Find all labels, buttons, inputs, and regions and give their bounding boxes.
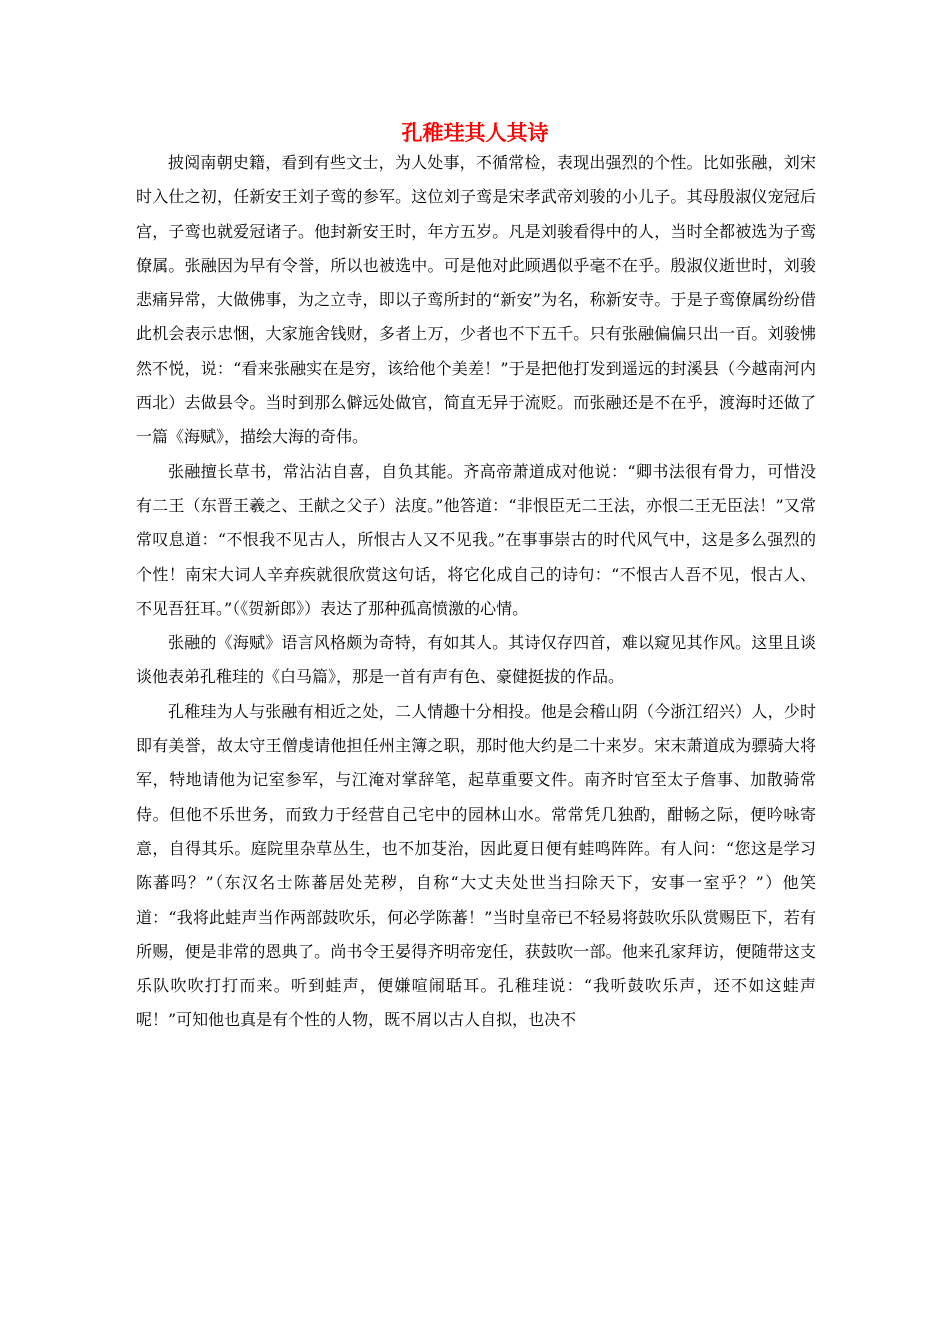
paragraph-2: 张融擅长草书，常沾沾自喜，自负其能。齐高帝萧道成对他说：“卿书法很有骨力，可惜没有二王（东晋王羲之、王献之父子）法度。”他答道：“非恨臣无二王法，亦恨二王无臣法！”又常常叹息道：“不恨我不见古人，所恨古人又不见我。”在事事崇古的时代风气中，这是多么强烈的个性！南宋大词人辛弃疾就很欣赏这句话，将它化成自己的诗句：“不恨古人吾不见，恨古人、不见吾狂耳。”（《贺新郎》）表达了那种孤高愤激的心情。	[136, 461, 816, 618]
paragraph-1: 披阅南朝史籍，看到有些文士，为人处事，不循常检，表现出强烈的个性。比如张融，刘宋时入仕之初，任新安王刘子鸾的参军。这位刘子鸾是宋孝武帝刘骏的小儿子。其母殷淑仪宠冠后宫，子鸾也就爱冠诸子。他封新安王时，年方五岁。凡是刘骏看得中的人，当时全都被选为子鸾僚属。张融因为早有令誉，所以也被选中。可是他对此顾遇似乎毫不在乎。殷淑仪逝世时，刘骏悲痛异常，大做佛事，为之立寺，即以子鸾所封的“新安”为名，称新安寺。于是子鸾僚属纷纷借此机会表示忠悃，大家施舍钱财，多者上万，少者也不下五千。只有张融偏偏只出一百。刘骏怫然不悦，说：“看来张融实在是穷，该给他个美差！”于是把他打发到遥远的封溪县（今越南河内西北）去做县令。当时到那么僻远处做官，简直无异于流贬。而张融还是不在乎，渡海时还做了一篇《海赋》，描绘大海的奇伟。	[136, 153, 816, 447]
document-body	[136, 146, 816, 1038]
paragraph-3: 张融的《海赋》语言风格颇为奇特，有如其人。其诗仅存四首，难以窥见其作风。这里且谈谈他表弟孔稚珪的《白马篇》，那是一首有声有色、豪健挺拔的作品。	[136, 633, 816, 687]
paragraph-4: 孔稚珪为人与张融有相近之处，二人情趣十分相投。他是会稽山阴（今浙江绍兴）人，少时即有美誉，故太守王僧虔请他担任州主簿之职，那时他大约是二十来岁。宋末萧道成为骠骑大将军，特地请他为记室参军，与江淹对掌辞笔，起草重要文件。南齐时官至太子詹事、加散骑常侍。但他不乐世务，而致力于经营自己宅中的园林山水。常常凭几独酌，酣畅之际，便吟咏寄意，自得其乐。庭院里杂草丛生，也不加芟治，因此夏日便有蛙鸣阵阵。有人问：“您这是学习陈蕃吗？”（东汉名士陈蕃居处芜秽，自称“大丈夫处世当扫除天下，安事一室乎？”）他笑道：“我将此蛙声当作两部鼓吹乐，何必学陈蕃！”当时皇帝已不轻易将鼓吹乐队赏赐臣下，若有所赐，便是非常的恩典了。尚书令王晏得齐明帝宠任，获鼓吹一部。他来孔家拜访，便随带这支乐队吹吹打打而来。听到蛙声，便嫌喧闹聒耳。孔稚珪说：“我听鼓吹乐声，还不如这蛙声呢！”可知他也真是有个性的人物，既不屑以古人自拟，也决不	[136, 701, 816, 1030]
document-title: 孔稚珪其人其诗	[401, 121, 549, 145]
